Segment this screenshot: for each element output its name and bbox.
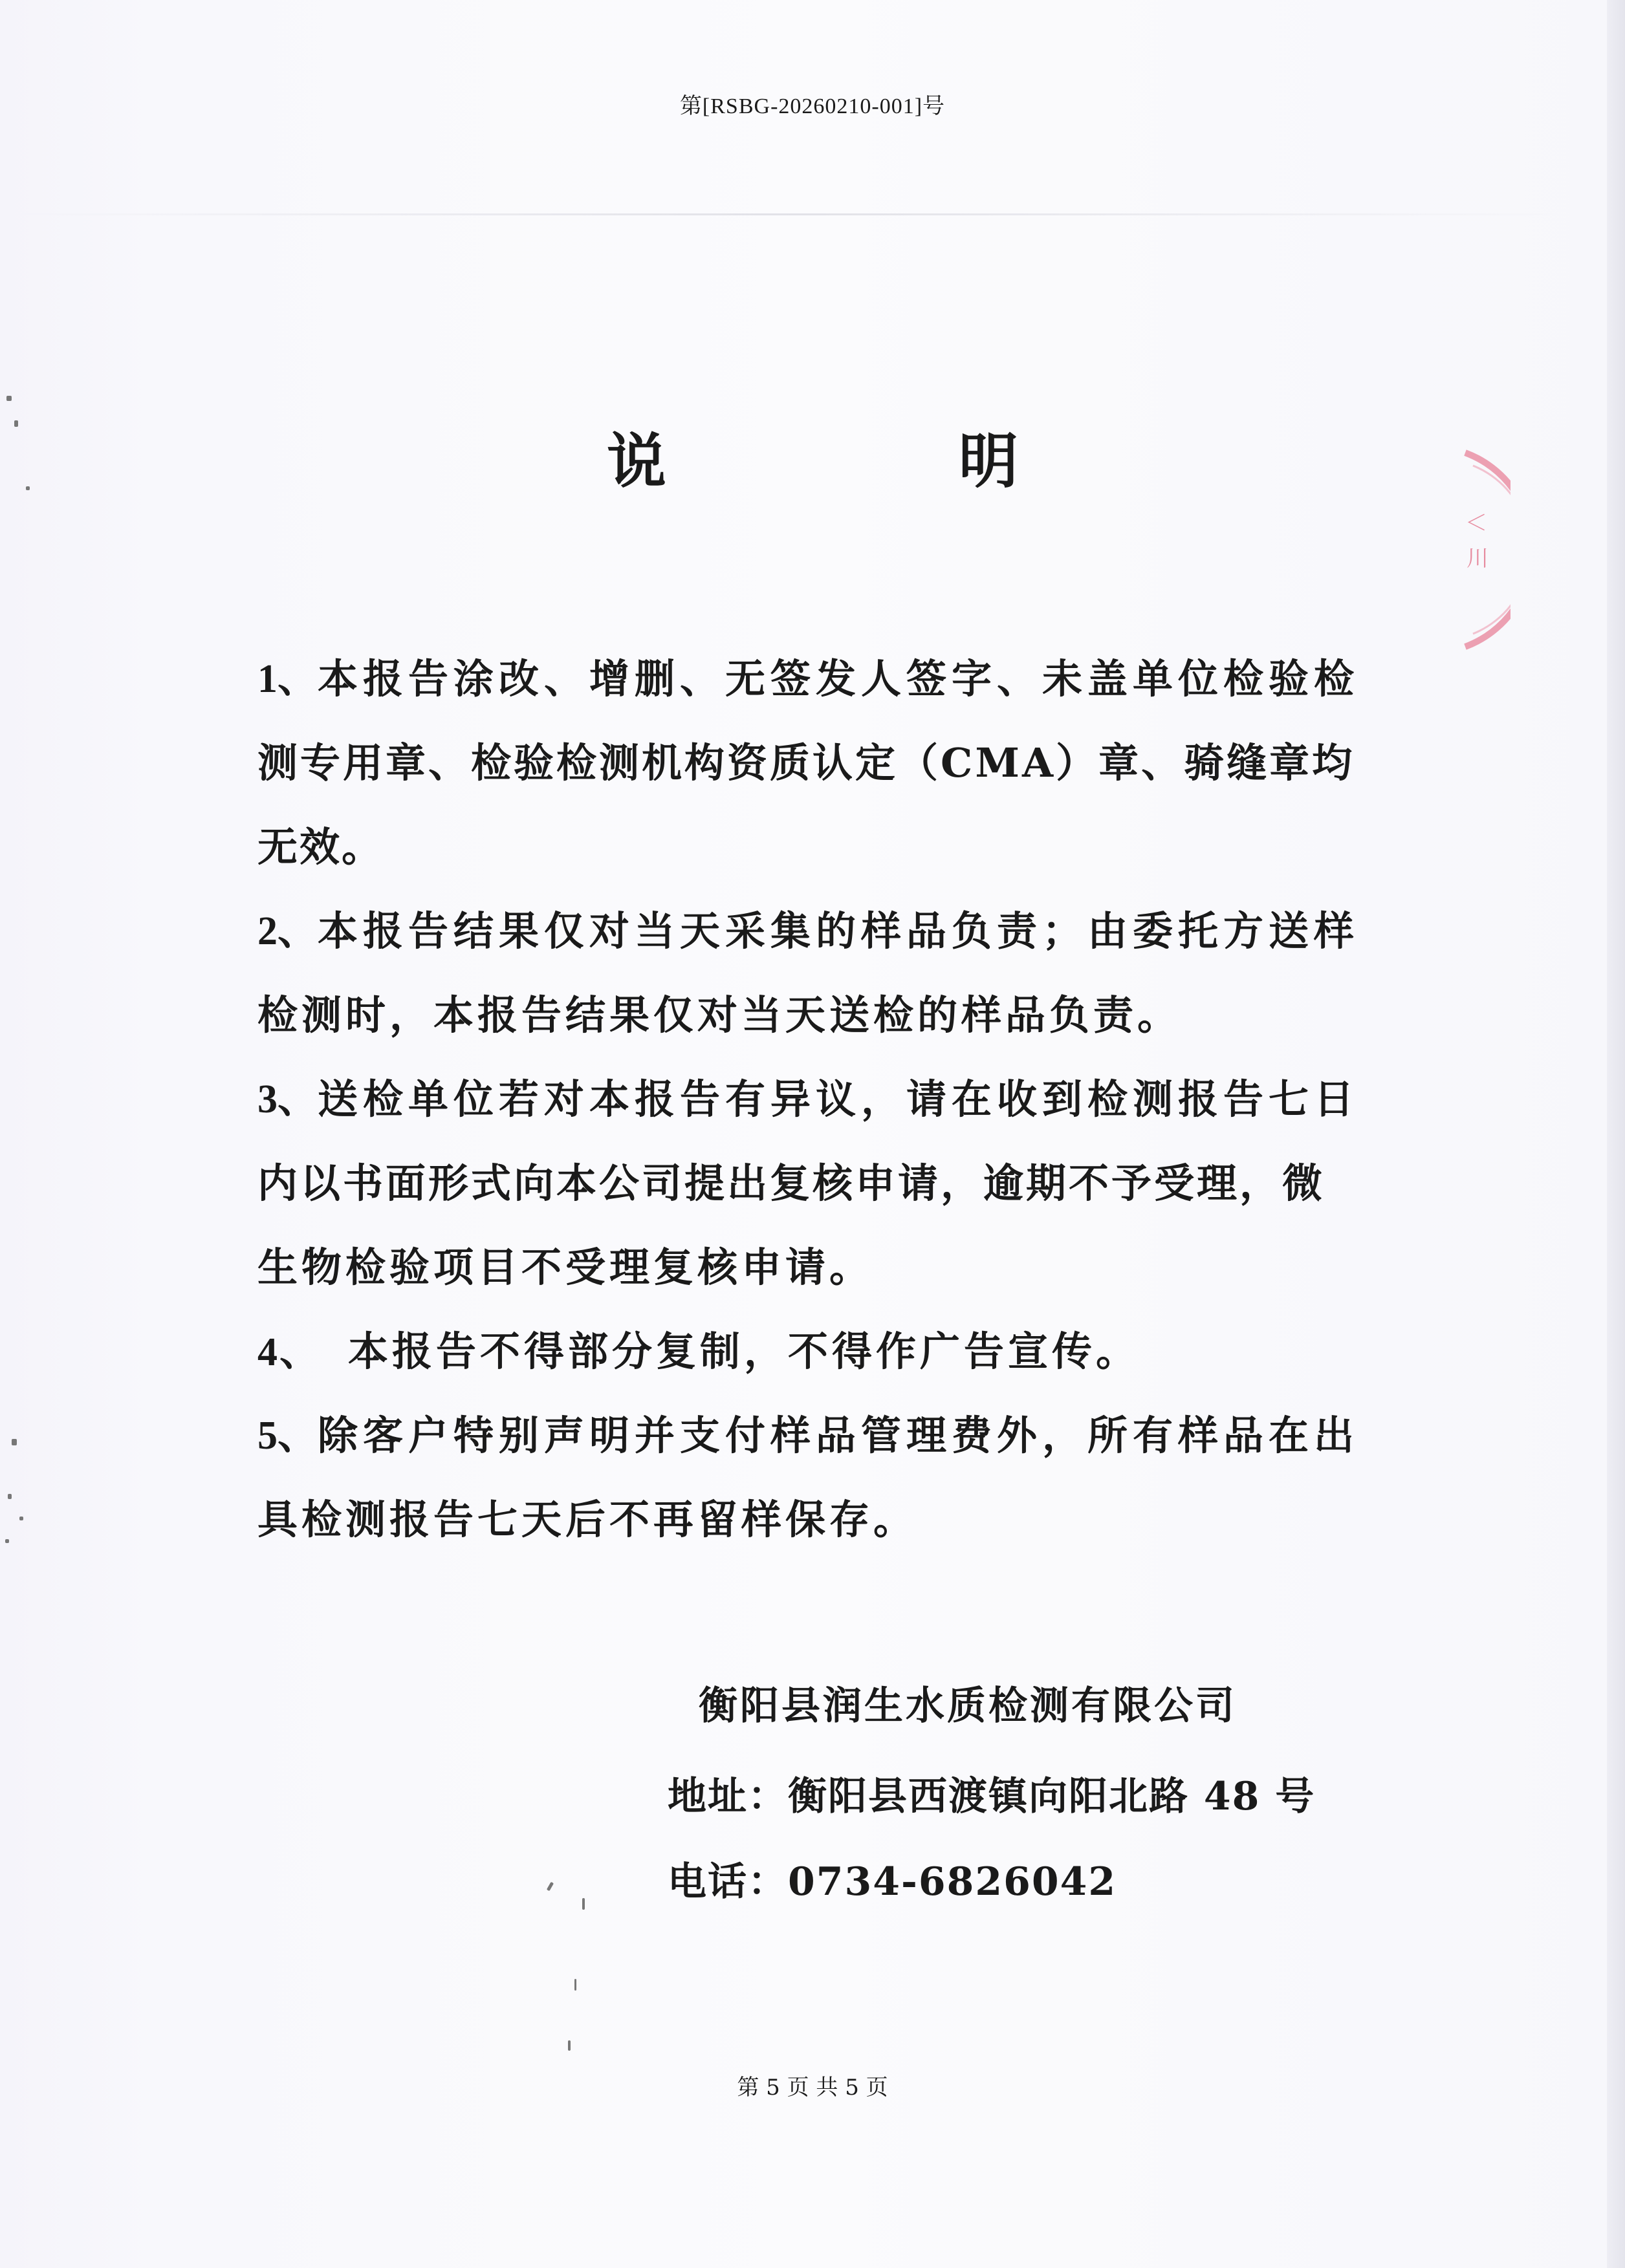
note-3-line-2: 内以书面形式向本公司提出复核申请，逾期不予受理，微 <box>257 1160 1325 1207</box>
scan-edge <box>1607 0 1625 2268</box>
note-5-number: 5、 <box>257 1414 318 1458</box>
svg-text:＜: ＜ <box>1465 510 1487 536</box>
pencil-speck <box>547 1882 554 1892</box>
binding-speck <box>19 1517 23 1520</box>
page-indicator: 第 5 页 共 5 页 <box>737 2075 888 2101</box>
company-phone: 电话：0734-6826042 <box>668 1859 1117 1905</box>
note-text: 除客户特别声明并支付样品管理费外，所有样品在出 <box>318 1412 1360 1459</box>
note-text: 本报告不得部分复制，不得作广告宣传。 <box>348 1328 1140 1375</box>
note-4-number: 4、 <box>257 1330 322 1374</box>
note-3-line-3: 生物检验项目不受理复核申请。 <box>257 1244 874 1291</box>
note-1-line-2: 测专用章、检验检测机构资质认定（CMA）章、骑缝章均 <box>257 739 1355 786</box>
svg-text:川: 川 <box>1467 546 1489 572</box>
binding-speck <box>6 396 12 401</box>
note-1-number: 1、 <box>257 657 318 701</box>
note-2-line-2: 检测时，本报告结果仅对当天送检的样品负责。 <box>257 991 1182 1039</box>
note-1-line-1 <box>257 637 1360 721</box>
binding-speck <box>8 1494 12 1499</box>
binding-speck <box>12 1439 17 1445</box>
note-1-line-3: 无效。 <box>257 823 384 870</box>
note-5-line-2: 具检测报告七天后不再留样保存。 <box>257 1496 918 1543</box>
binding-speck <box>5 1539 9 1543</box>
company-address: 地址：衡阳县西渡镇向阳北路 48 号 <box>668 1774 1316 1819</box>
company-name: 衡阳县润生水质检测有限公司 <box>699 1683 1237 1729</box>
report-number: 第[RSBG-20260210-001]号 <box>679 94 946 118</box>
note-2-line-1 <box>257 889 1360 973</box>
note-text: 本报告涂改、增删、无签发人签字、未盖单位检验检 <box>318 655 1360 702</box>
note-text: 送检单位若对本报告有异议，请在收到检测报告七日 <box>318 1075 1360 1123</box>
note-5-line-1 <box>257 1394 1360 1478</box>
pencil-speck <box>568 2040 571 2051</box>
note-3-line-1 <box>257 1057 1360 1141</box>
note-text: 本报告结果仅对当天采集的样品负责；由委托方送样 <box>318 907 1360 955</box>
note-3-number: 3、 <box>257 1077 318 1121</box>
note-4-line-1 <box>257 1310 1357 1394</box>
notes-list <box>257 637 1360 1562</box>
pencil-speck <box>574 1979 576 1991</box>
pencil-speck <box>582 1898 585 1910</box>
note-2-number: 2、 <box>257 909 318 953</box>
scan-fold-line <box>13 213 1565 215</box>
page-title: 说 明 <box>606 426 1155 496</box>
